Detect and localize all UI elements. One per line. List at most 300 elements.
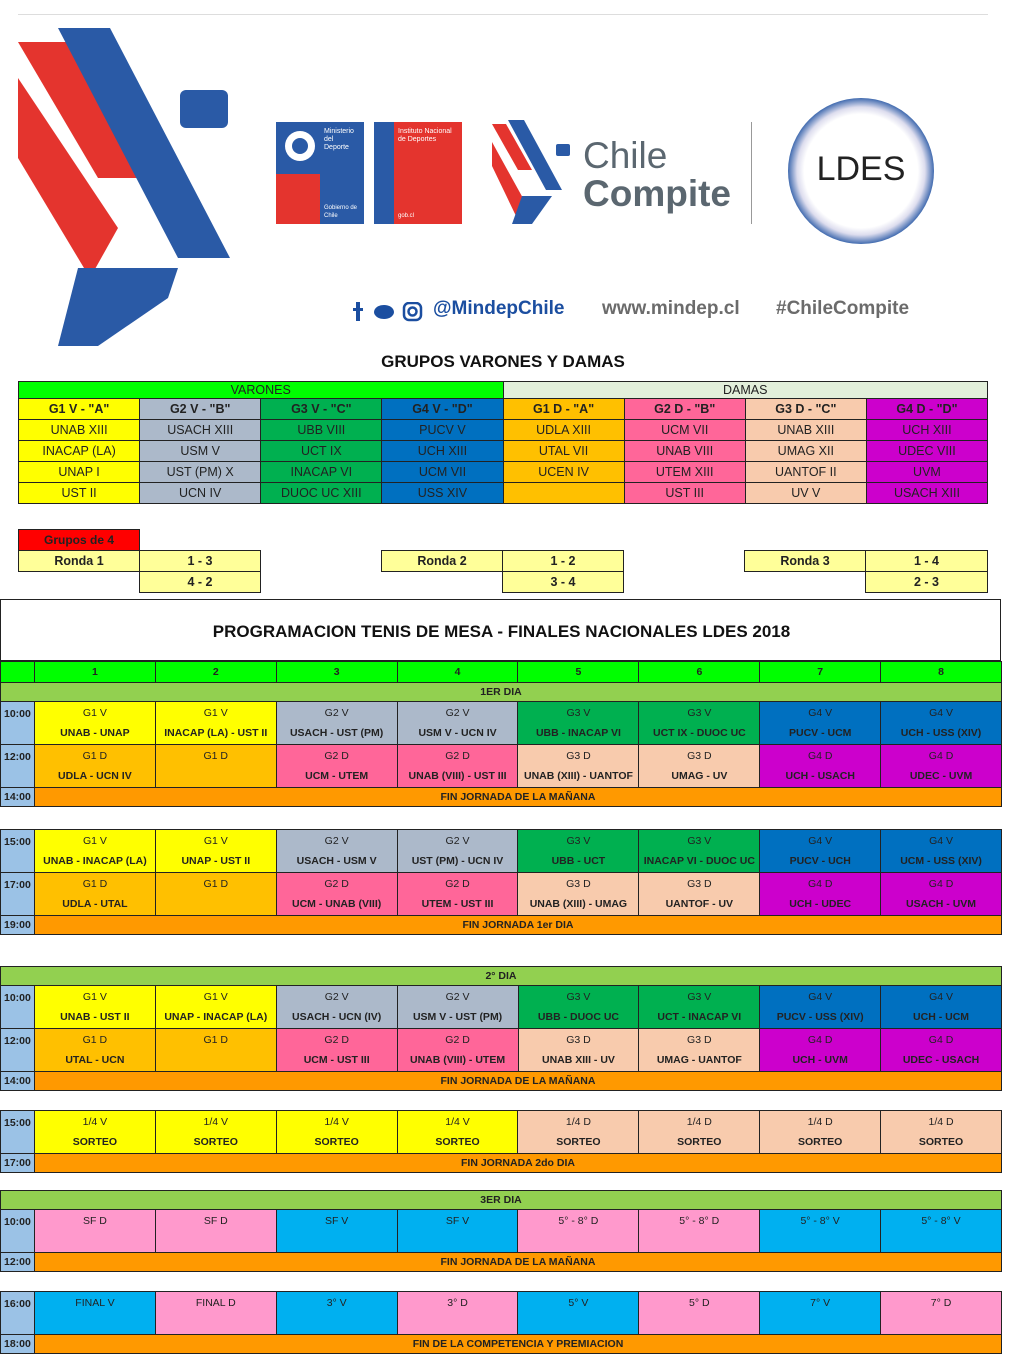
match-row <box>1 1029 1002 1072</box>
match-cell <box>760 873 881 916</box>
match-cell <box>760 1111 881 1154</box>
match-teams: UCM - UTEM <box>305 770 369 782</box>
match-cell <box>397 702 518 745</box>
time-cell: 15:00 <box>1 830 35 873</box>
damas-header: DAMAS <box>503 382 988 399</box>
table-number: 5 <box>518 662 639 683</box>
group-team: UNAB VIII <box>624 441 745 462</box>
match-teams: UNAP - UST II <box>181 855 251 867</box>
ldes-text: LDES <box>816 150 906 188</box>
groups-title: GRUPOS VARONES Y DAMAS <box>381 352 625 371</box>
match-teams: USACH - UST (PM) <box>289 727 384 739</box>
match-teams: UNAP - INACAP (LA) <box>164 1011 268 1023</box>
hashtag: #ChileCompite <box>776 298 910 319</box>
group-team: UCEN IV <box>503 462 624 483</box>
match-teams: UTEM - UST III <box>421 898 494 910</box>
match-label: 3° V <box>326 1297 347 1309</box>
match-teams: SORTEO <box>677 1136 722 1148</box>
groups-table <box>18 381 988 504</box>
table-number: 6 <box>639 662 760 683</box>
match-group: G3 V <box>687 835 712 847</box>
match-cell <box>276 745 397 788</box>
match-cell <box>34 745 155 788</box>
match-cell <box>881 1210 1002 1253</box>
match-cell <box>760 745 881 788</box>
match-row <box>1 1292 1002 1335</box>
end-label: FIN DE LA COMPETENCIA Y PREMIACION <box>34 1335 1001 1354</box>
group-team: UNAP I <box>19 462 140 483</box>
group-team: INACAP VI <box>261 462 382 483</box>
twitter-icon <box>374 305 394 319</box>
match-group: G2 V <box>445 991 470 1003</box>
match-label: SF D <box>203 1215 228 1227</box>
divider <box>751 122 752 224</box>
match-group: G3 D <box>687 1034 712 1046</box>
match-teams: SORTEO <box>798 1136 843 1148</box>
match-group: G1 V <box>203 991 228 1003</box>
time-cell: 12:00 <box>1 1029 35 1072</box>
match-teams: UNAB - UNAP <box>60 727 130 739</box>
match-group: G4 D <box>807 878 833 890</box>
website: www.mindep.cl <box>602 298 740 319</box>
match-cell <box>34 1292 155 1335</box>
match-cell <box>155 702 276 745</box>
match-teams: UBB - UCT <box>551 855 606 867</box>
match-cell <box>155 1111 276 1154</box>
round-3-match-a: 1 - 4 <box>866 551 988 572</box>
match-row <box>1 702 1002 745</box>
match-group: G1 V <box>203 707 228 719</box>
schedule-block <box>0 1190 1002 1272</box>
round-2-match-b: 3 - 4 <box>503 572 624 593</box>
schedule-title-box <box>0 599 1001 661</box>
match-cell <box>155 986 276 1029</box>
match-cell <box>518 1210 639 1253</box>
time-cell: 17:00 <box>1 1154 35 1173</box>
match-group: G2 D <box>324 878 349 890</box>
end-row <box>1 788 1002 807</box>
match-teams: PUCV - UCH <box>789 855 851 867</box>
match-label: 7° D <box>930 1297 952 1309</box>
time-cell: 12:00 <box>1 1253 35 1272</box>
match-cell <box>518 1111 639 1154</box>
day-label: 2° DIA <box>1 967 1002 986</box>
match-teams: UNAB (VIII) - UST III <box>408 770 507 782</box>
match-cell <box>639 1029 760 1072</box>
end-label: FIN JORNADA 2do DIA <box>34 1154 1001 1173</box>
chile-word: Chile <box>583 135 668 176</box>
group-team <box>503 483 624 504</box>
day-row <box>1 683 1002 702</box>
group-row <box>19 483 988 504</box>
time-cell: 17:00 <box>1 873 35 916</box>
group-team: UDLA XIII <box>503 420 624 441</box>
match-group: G4 D <box>807 1034 833 1046</box>
match-cell <box>34 830 155 873</box>
group-team: UST III <box>624 483 745 504</box>
match-group: G2 D <box>445 750 470 762</box>
match-cell <box>881 1111 1002 1154</box>
match-cell <box>639 1292 760 1335</box>
match-cell <box>155 745 276 788</box>
match-cell <box>34 702 155 745</box>
end-row <box>1 1072 1002 1091</box>
match-group: G2 D <box>445 878 470 890</box>
match-row <box>1 1210 1002 1253</box>
match-group: G3 V <box>566 707 591 719</box>
match-teams: UNAB XIII - UV <box>541 1054 615 1066</box>
match-cell <box>34 873 155 916</box>
round-2-match-a: 1 - 2 <box>503 551 624 572</box>
match-cell <box>760 702 881 745</box>
match-group: G4 V <box>929 707 954 719</box>
match-group: G2 V <box>324 991 349 1003</box>
day-label: 1ER DIA <box>1 683 1002 702</box>
match-group: G3 D <box>566 750 591 762</box>
match-teams: UDEC - USACH <box>902 1054 980 1066</box>
match-cell <box>155 1210 276 1253</box>
corner-cell <box>1 662 35 683</box>
facebook-icon <box>353 302 363 321</box>
match-cell <box>397 1029 518 1072</box>
match-group: G1 D <box>82 878 108 890</box>
match-row <box>1 745 1002 788</box>
rounds-table <box>18 529 140 551</box>
group-header: G4 V - "D" <box>382 399 503 420</box>
match-cell <box>760 986 881 1029</box>
match-group: G4 D <box>928 1034 954 1046</box>
match-teams: UCH - UVM <box>792 1054 848 1066</box>
match-label: FINAL V <box>75 1297 115 1309</box>
round-3-label: Ronda 3 <box>745 551 866 572</box>
end-row <box>1 1335 1002 1354</box>
match-group: G2 V <box>445 707 470 719</box>
match-teams: UTAL - UCN <box>65 1054 125 1066</box>
ministry-foot: Gobierno de Chile <box>324 205 358 219</box>
group-team: USACH XIII <box>866 483 987 504</box>
group-header: G3 V - "C" <box>261 399 382 420</box>
match-group: G4 V <box>929 991 954 1003</box>
match-teams: UCH - UCM <box>913 1011 970 1023</box>
compite-word: Compite <box>583 173 731 214</box>
group-headers-row <box>19 399 988 420</box>
match-group: G2 D <box>324 1034 349 1046</box>
match-group: G4 V <box>929 835 953 847</box>
match-cell <box>518 1292 639 1335</box>
match-cell <box>639 745 760 788</box>
match-cell <box>155 1029 276 1072</box>
match-teams: UST (PM) - UCN IV <box>411 855 504 867</box>
group-row <box>19 462 988 483</box>
match-cell <box>397 1111 518 1154</box>
match-label: 5° V <box>568 1297 589 1309</box>
group-team: UCM VII <box>624 420 745 441</box>
round-2-label: Ronda 2 <box>382 551 503 572</box>
match-teams: SORTEO <box>193 1136 238 1148</box>
match-cell <box>276 1210 397 1253</box>
match-row <box>1 830 1002 873</box>
group-team: USM V <box>140 441 261 462</box>
ministry-name: Ministerio del Deporte <box>324 128 354 151</box>
group-team: USACH XIII <box>140 420 261 441</box>
ministerio-logo <box>276 122 364 224</box>
time-cell: 15:00 <box>1 1111 35 1154</box>
round-1-match-a: 1 - 3 <box>140 551 261 572</box>
match-teams: UANTOF - UV <box>665 898 734 910</box>
match-group: G1 D <box>203 1034 229 1046</box>
match-group: 1/4 V <box>203 1116 229 1128</box>
match-group: G3 V <box>566 835 591 847</box>
ldes-logo <box>788 98 934 244</box>
match-cell <box>518 986 639 1029</box>
end-label: FIN JORNADA DE LA MAÑANA <box>34 788 1001 807</box>
match-group: G4 V <box>808 707 833 719</box>
match-teams: UMAG - UANTOF <box>656 1054 742 1066</box>
match-teams: UNAB (XIII) - UMAG <box>529 898 628 910</box>
match-cell <box>397 1292 518 1335</box>
match-cell <box>639 1210 760 1253</box>
match-group: G1 V <box>82 707 107 719</box>
match-cell <box>518 1029 639 1072</box>
match-teams: UDLA - UCN IV <box>58 770 132 782</box>
match-group: G4 D <box>928 878 954 890</box>
time-cell: 18:00 <box>1 1335 35 1354</box>
coat-of-arms-icon <box>282 128 318 164</box>
table-number: 3 <box>276 662 397 683</box>
match-group: G3 V <box>687 707 712 719</box>
varones-header: VARONES <box>19 382 504 399</box>
group-header: G2 V - "B" <box>140 399 261 420</box>
time-cell: 14:00 <box>1 1072 35 1091</box>
match-cell <box>397 986 518 1029</box>
match-cell <box>518 702 639 745</box>
match-group: 1/4 V <box>324 1116 349 1128</box>
match-group: 1/4 D <box>686 1116 712 1128</box>
match-teams: USACH - USM V <box>296 855 377 867</box>
table-number: 2 <box>155 662 276 683</box>
end-row <box>1 1253 1002 1272</box>
match-group: G3 D <box>687 878 712 890</box>
chile-compite-big-mark-icon <box>18 28 233 346</box>
match-teams: PUCV - UCM <box>788 727 852 739</box>
group-row <box>19 420 988 441</box>
match-teams: SORTEO <box>556 1136 601 1148</box>
match-group: G2 V <box>324 835 349 847</box>
match-cell <box>276 830 397 873</box>
group-team: UST II <box>19 483 140 504</box>
match-teams: USM V - UST (PM) <box>412 1011 503 1023</box>
match-teams: UCH - USACH <box>785 770 855 782</box>
match-cell <box>639 1111 760 1154</box>
group-team: UNAB XIII <box>19 420 140 441</box>
match-label: 3° D <box>447 1297 468 1309</box>
match-cell <box>881 1292 1002 1335</box>
table-number: 7 <box>760 662 881 683</box>
end-label: FIN JORNADA 1er DIA <box>34 916 1001 935</box>
match-group: G1 D <box>203 750 228 762</box>
match-teams: PUCV - USS (XIV) <box>776 1011 864 1023</box>
time-cell: 10:00 <box>1 1210 35 1253</box>
time-cell: 19:00 <box>1 916 35 935</box>
match-teams: SORTEO <box>918 1136 964 1148</box>
match-cell <box>276 873 397 916</box>
match-cell <box>639 986 760 1029</box>
match-cell <box>760 830 881 873</box>
rounds-schedule <box>18 550 988 593</box>
match-teams: UNAB - UST II <box>60 1011 130 1023</box>
match-cell <box>881 986 1002 1029</box>
social-icons <box>352 302 424 322</box>
end-row <box>1 1154 1002 1173</box>
match-label: 5° D <box>689 1297 710 1309</box>
group-team: UDEC VIII <box>866 441 987 462</box>
group-team: UBB VIII <box>261 420 382 441</box>
match-cell <box>155 1292 276 1335</box>
match-group: 1/4 D <box>565 1116 591 1128</box>
match-cell <box>518 745 639 788</box>
table-number: 4 <box>397 662 518 683</box>
groups-of-4-label: Grupos de 4 <box>19 530 140 551</box>
match-teams: UDLA - UTAL <box>62 898 128 910</box>
match-cell <box>276 1029 397 1072</box>
match-cell <box>639 830 760 873</box>
group-row <box>19 441 988 462</box>
group-team: DUOC UC XIII <box>261 483 382 504</box>
group-team: UTAL VII <box>503 441 624 462</box>
match-teams: UNAB (XIII) - UANTOF <box>524 770 633 782</box>
match-group: G3 D <box>687 750 712 762</box>
match-label: SF D <box>82 1215 107 1227</box>
match-group: 1/4 V <box>82 1116 108 1128</box>
group-team: UCH XIII <box>866 420 987 441</box>
match-cell <box>397 745 518 788</box>
match-group: G2 V <box>324 707 349 719</box>
match-label: 5° - 8° D <box>558 1215 599 1227</box>
match-teams: UMAG - UV <box>671 770 728 782</box>
match-label: 5° - 8° V <box>800 1215 840 1227</box>
match-group: G3 V <box>687 991 712 1003</box>
match-teams: UCM - UNAB (VIII) <box>292 898 382 910</box>
group-team: UST (PM) X <box>140 462 261 483</box>
ind-logo <box>374 122 462 224</box>
match-group: G1 D <box>82 750 108 762</box>
match-cell <box>639 702 760 745</box>
match-teams: UCT IX - DUOC UC <box>653 727 746 739</box>
match-group: G4 V <box>808 991 833 1003</box>
group-team: UCH XIII <box>382 441 503 462</box>
group-team: USS XIV <box>382 483 503 504</box>
match-cell <box>34 1111 155 1154</box>
group-team: UCT IX <box>261 441 382 462</box>
match-group: 1/4 D <box>928 1116 954 1128</box>
match-cell <box>34 1210 155 1253</box>
match-row <box>1 1111 1002 1154</box>
end-row <box>1 916 1002 935</box>
match-label: 5° - 8° V <box>921 1215 961 1227</box>
group-team: UVM <box>866 462 987 483</box>
match-group: G3 D <box>566 878 591 890</box>
schedule-block <box>0 1110 1002 1173</box>
match-label: 7° V <box>810 1297 831 1309</box>
match-cell <box>760 1292 881 1335</box>
match-cell <box>518 830 639 873</box>
match-group: G1 D <box>203 878 229 890</box>
match-group: 1/4 V <box>445 1116 470 1128</box>
match-teams: USACH - UCN (IV) <box>292 1011 382 1023</box>
match-cell <box>881 745 1002 788</box>
group-team: UNAB XIII <box>745 420 866 441</box>
match-group: G2 V <box>445 835 470 847</box>
top-rule <box>18 14 988 15</box>
end-label: FIN JORNADA DE LA MAÑANA <box>34 1072 1001 1091</box>
match-group: G4 D <box>928 750 954 762</box>
time-cell: 12:00 <box>1 745 35 788</box>
match-group: G3 D <box>566 1034 591 1046</box>
match-row <box>1 986 1002 1029</box>
match-cell <box>760 1210 881 1253</box>
match-teams: UCT - INACAP VI <box>657 1011 742 1023</box>
match-cell <box>881 830 1002 873</box>
group-header: G3 D - "C" <box>745 399 866 420</box>
group-team: UCM VII <box>382 462 503 483</box>
match-teams: UNAB (VIII) - UTEM <box>410 1054 506 1066</box>
match-group: G4 D <box>807 750 833 762</box>
match-group: G1 D <box>82 1034 108 1046</box>
match-cell <box>397 873 518 916</box>
institute-foot: gob.cl <box>398 213 415 219</box>
round-1-match-b: 4 - 2 <box>140 572 261 593</box>
match-cell <box>276 1111 397 1154</box>
match-cell <box>397 1210 518 1253</box>
match-teams: UCM - UST III <box>303 1054 370 1066</box>
table-number: 1 <box>34 662 155 683</box>
match-cell <box>276 986 397 1029</box>
brand-header <box>0 0 1011 350</box>
match-cell <box>34 1029 155 1072</box>
group-team: UANTOF II <box>745 462 866 483</box>
match-teams: USM V - UCN IV <box>418 727 497 739</box>
group-header: G1 D - "A" <box>503 399 624 420</box>
time-cell: 16:00 <box>1 1292 35 1335</box>
match-cell <box>639 873 760 916</box>
round-1-label: Ronda 1 <box>19 551 140 572</box>
match-row <box>1 873 1002 916</box>
group-team: PUCV V <box>382 420 503 441</box>
match-cell <box>276 1292 397 1335</box>
group-header: G2 D - "B" <box>624 399 745 420</box>
group-header: G1 V - "A" <box>19 399 140 420</box>
match-label: SF V <box>324 1215 349 1227</box>
day-row <box>1 1191 1002 1210</box>
match-cell <box>276 702 397 745</box>
instagram-icon <box>404 303 421 320</box>
chile-compite-logo-icon <box>492 120 578 224</box>
match-group: 1/4 D <box>807 1116 833 1128</box>
match-cell <box>881 1029 1002 1072</box>
social-handle: @MindepChile <box>433 298 565 319</box>
match-cell <box>155 830 276 873</box>
match-teams: INACAP (LA) - UST II <box>164 727 268 739</box>
institute-name: Instituto Nacional de Deportes <box>398 128 452 143</box>
day-label: 3ER DIA <box>1 1191 1002 1210</box>
match-cell <box>881 873 1002 916</box>
match-cell <box>397 830 518 873</box>
match-teams: UCH - UDEC <box>789 898 852 910</box>
group-team: INACAP (LA) <box>19 441 140 462</box>
match-teams: UBB - DUOC UC <box>537 1011 619 1023</box>
match-group: G1 V <box>82 835 107 847</box>
schedule-block <box>0 661 1002 807</box>
